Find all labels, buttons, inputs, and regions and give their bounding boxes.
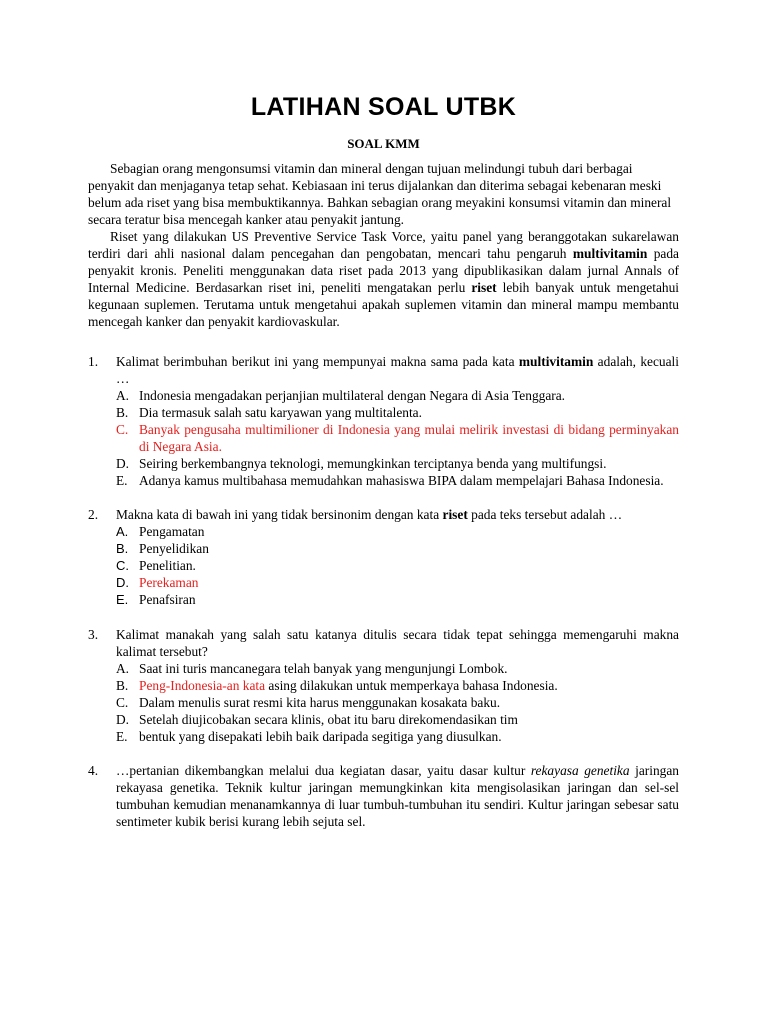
option-text: Saat ini turis mancanegara telah banyak yang mengunjungi Lombok.: [139, 661, 508, 676]
answer-options: [116, 387, 679, 489]
option-letter: A.: [116, 661, 130, 676]
option-text: Pengamatan: [139, 524, 205, 539]
question-text: [116, 353, 679, 387]
option-d: [116, 711, 679, 728]
option-c: [116, 694, 679, 711]
option-letter: E.: [116, 592, 129, 607]
passage-text: pada penyakit kronis. Peneliti menggunakan data riset pada 2013 yang dipublikasikan dalam jurnal Annals of Internal Medicine. Berdasarkan riset ini, peneliti mengatakan perlu: [88, 246, 679, 295]
question-text: [116, 762, 679, 830]
question-text: Kalimat manakah yang salah satu katanya ditulis secara tidak tepat sehingga memengaruhi makna kalimat tersebut?: [116, 627, 679, 659]
option-letter: C.: [116, 422, 129, 437]
option-b: [116, 540, 679, 557]
question-4: [88, 762, 679, 830]
passage-paragraph-1: Sebagian orang mengonsumsi vitamin dan mineral dengan tujuan melindungi tubuh dari berbagai penyakit dan menjaganya tetap sehat. Kebiasaan ini terus dijalankan dan diterima sebagai kebenaran meski belum ada riset yang bisa membuktikannya. Bahkan sebagian orang meyakini konsumsi vitamin dan mineral secara teratur bisa mencegah kanker atau penyakit jantung.: [88, 161, 672, 227]
answer-options: [116, 660, 679, 745]
option-letter: C.: [116, 695, 129, 710]
question-number: 4.: [88, 763, 99, 778]
option-letter: D.: [116, 712, 130, 727]
question-text: [116, 506, 679, 523]
option-text: Seiring berkembangnya teknologi, memungkinkan terciptanya benda yang multifungsi.: [139, 456, 607, 471]
option-text: Banyak pengusaha multimilioner di Indonesia yang mulai melirik investasi di bidang perminyakan di Negara Asia.: [139, 422, 679, 454]
answer-options: [116, 523, 679, 608]
option-a: [116, 387, 679, 404]
option-text: Penelitian.: [139, 558, 196, 573]
option-a: [116, 660, 679, 677]
option-text: Setelah diujicobakan secara klinis, obat itu baru direkomendasikan tim: [139, 712, 518, 727]
bold-keyword: multivitamin: [518, 354, 594, 369]
question-number: 2.: [88, 507, 99, 522]
option-letter: D.: [116, 456, 130, 471]
option-letter: C.: [116, 558, 129, 573]
option-letter: E.: [116, 473, 128, 488]
passage-paragraph-2: [88, 228, 679, 330]
passage-text: Riset yang dilakukan US Preventive Service Task Vorce, yaitu panel yang beranggotakan sukarelawan terdiri dari ahli nasional dalam pencegahan dan pengobatan, mencari tahu pengaruh: [88, 229, 679, 261]
option-a: [116, 523, 679, 540]
option-b: [116, 404, 679, 421]
question-number: 3.: [88, 627, 99, 642]
question-text-part: …pertanian dikembangkan melalui dua kegiatan dasar, yaitu dasar kultur: [116, 763, 531, 778]
option-letter: A.: [116, 524, 129, 539]
question-text-part: Kalimat berimbuhan berikut ini yang mempunyai makna sama pada kata: [116, 354, 519, 369]
option-text: Penafsiran: [139, 592, 196, 607]
option-text: Adanya kamus multibahasa memudahkan mahasiswa BIPA dalam mempelajari Bahasa Indonesia.: [139, 473, 664, 488]
bold-keyword-multivitamin: multivitamin: [572, 246, 648, 261]
question-1: [88, 353, 679, 489]
option-b-correct: [116, 677, 679, 694]
option-text: Penyelidikan: [139, 541, 209, 556]
option-c-correct: [116, 421, 679, 455]
passage-text: lebih banyak untuk mengetahui kegunaan suplemen. Terutama untuk mengetahui apakah suplemen vitamin dan mineral mampu membantu mencegah kanker dan penyakit kardiovaskular.: [88, 280, 679, 329]
option-c: [116, 557, 679, 574]
option-text: Dalam menulis surat resmi kita harus menggunakan kosakata baku.: [139, 695, 501, 710]
italic-term: rekayasa genetika: [530, 763, 630, 778]
option-letter: B.: [116, 541, 129, 556]
option-text: Indonesia mengadakan perjanjian multilateral dengan Negara di Asia Tenggara.: [139, 388, 566, 403]
option-text: Dia termasuk salah satu karyawan yang multitalenta.: [139, 405, 422, 420]
question-text-part: adalah, kecuali …: [116, 354, 680, 386]
bold-keyword-riset: riset: [471, 280, 497, 295]
bold-keyword: riset: [442, 507, 468, 522]
highlighted-answer: Peng-Indonesia-an kata: [139, 678, 266, 693]
question-2: [88, 506, 679, 608]
question-text-part: jaringan rekayasa genetika. Teknik kultur jaringan memungkinkan kita mengisolasikan jaringan dan sel-sel tumbuhan kemudian menanamkannya di luar tumbuh-tumbuhan itu sendiri. Kultur jaringan sebesar satu sentimeter kubik berisi kurang lebih sejuta sel.: [116, 763, 679, 829]
option-letter: D.: [116, 575, 129, 590]
page-title: LATIHAN SOAL UTBK: [250, 93, 517, 121]
option-e: [116, 591, 679, 608]
option-letter: E.: [116, 729, 128, 744]
question-text-part: Makna kata di bawah ini yang tidak bersinonim dengan kata: [116, 507, 443, 522]
option-letter: B.: [116, 678, 129, 693]
question-number: 1.: [88, 354, 99, 369]
document-content: [88, 92, 679, 830]
option-text: asing dilakukan untuk memperkaya bahasa Indonesia.: [265, 678, 558, 693]
option-d-correct: [116, 574, 679, 591]
option-text: Perekaman: [139, 575, 199, 590]
question-text-part: pada teks tersebut adalah …: [467, 507, 623, 522]
option-text: bentuk yang disepakati lebih baik daripada segitiga yang diusulkan.: [139, 729, 502, 744]
option-d: [116, 455, 679, 472]
section-subtitle: SOAL KMM: [347, 136, 420, 151]
option-letter: B.: [116, 405, 129, 420]
option-letter: A.: [116, 388, 130, 403]
question-3: [88, 626, 679, 745]
option-e: [116, 472, 679, 489]
option-e: [116, 728, 679, 745]
